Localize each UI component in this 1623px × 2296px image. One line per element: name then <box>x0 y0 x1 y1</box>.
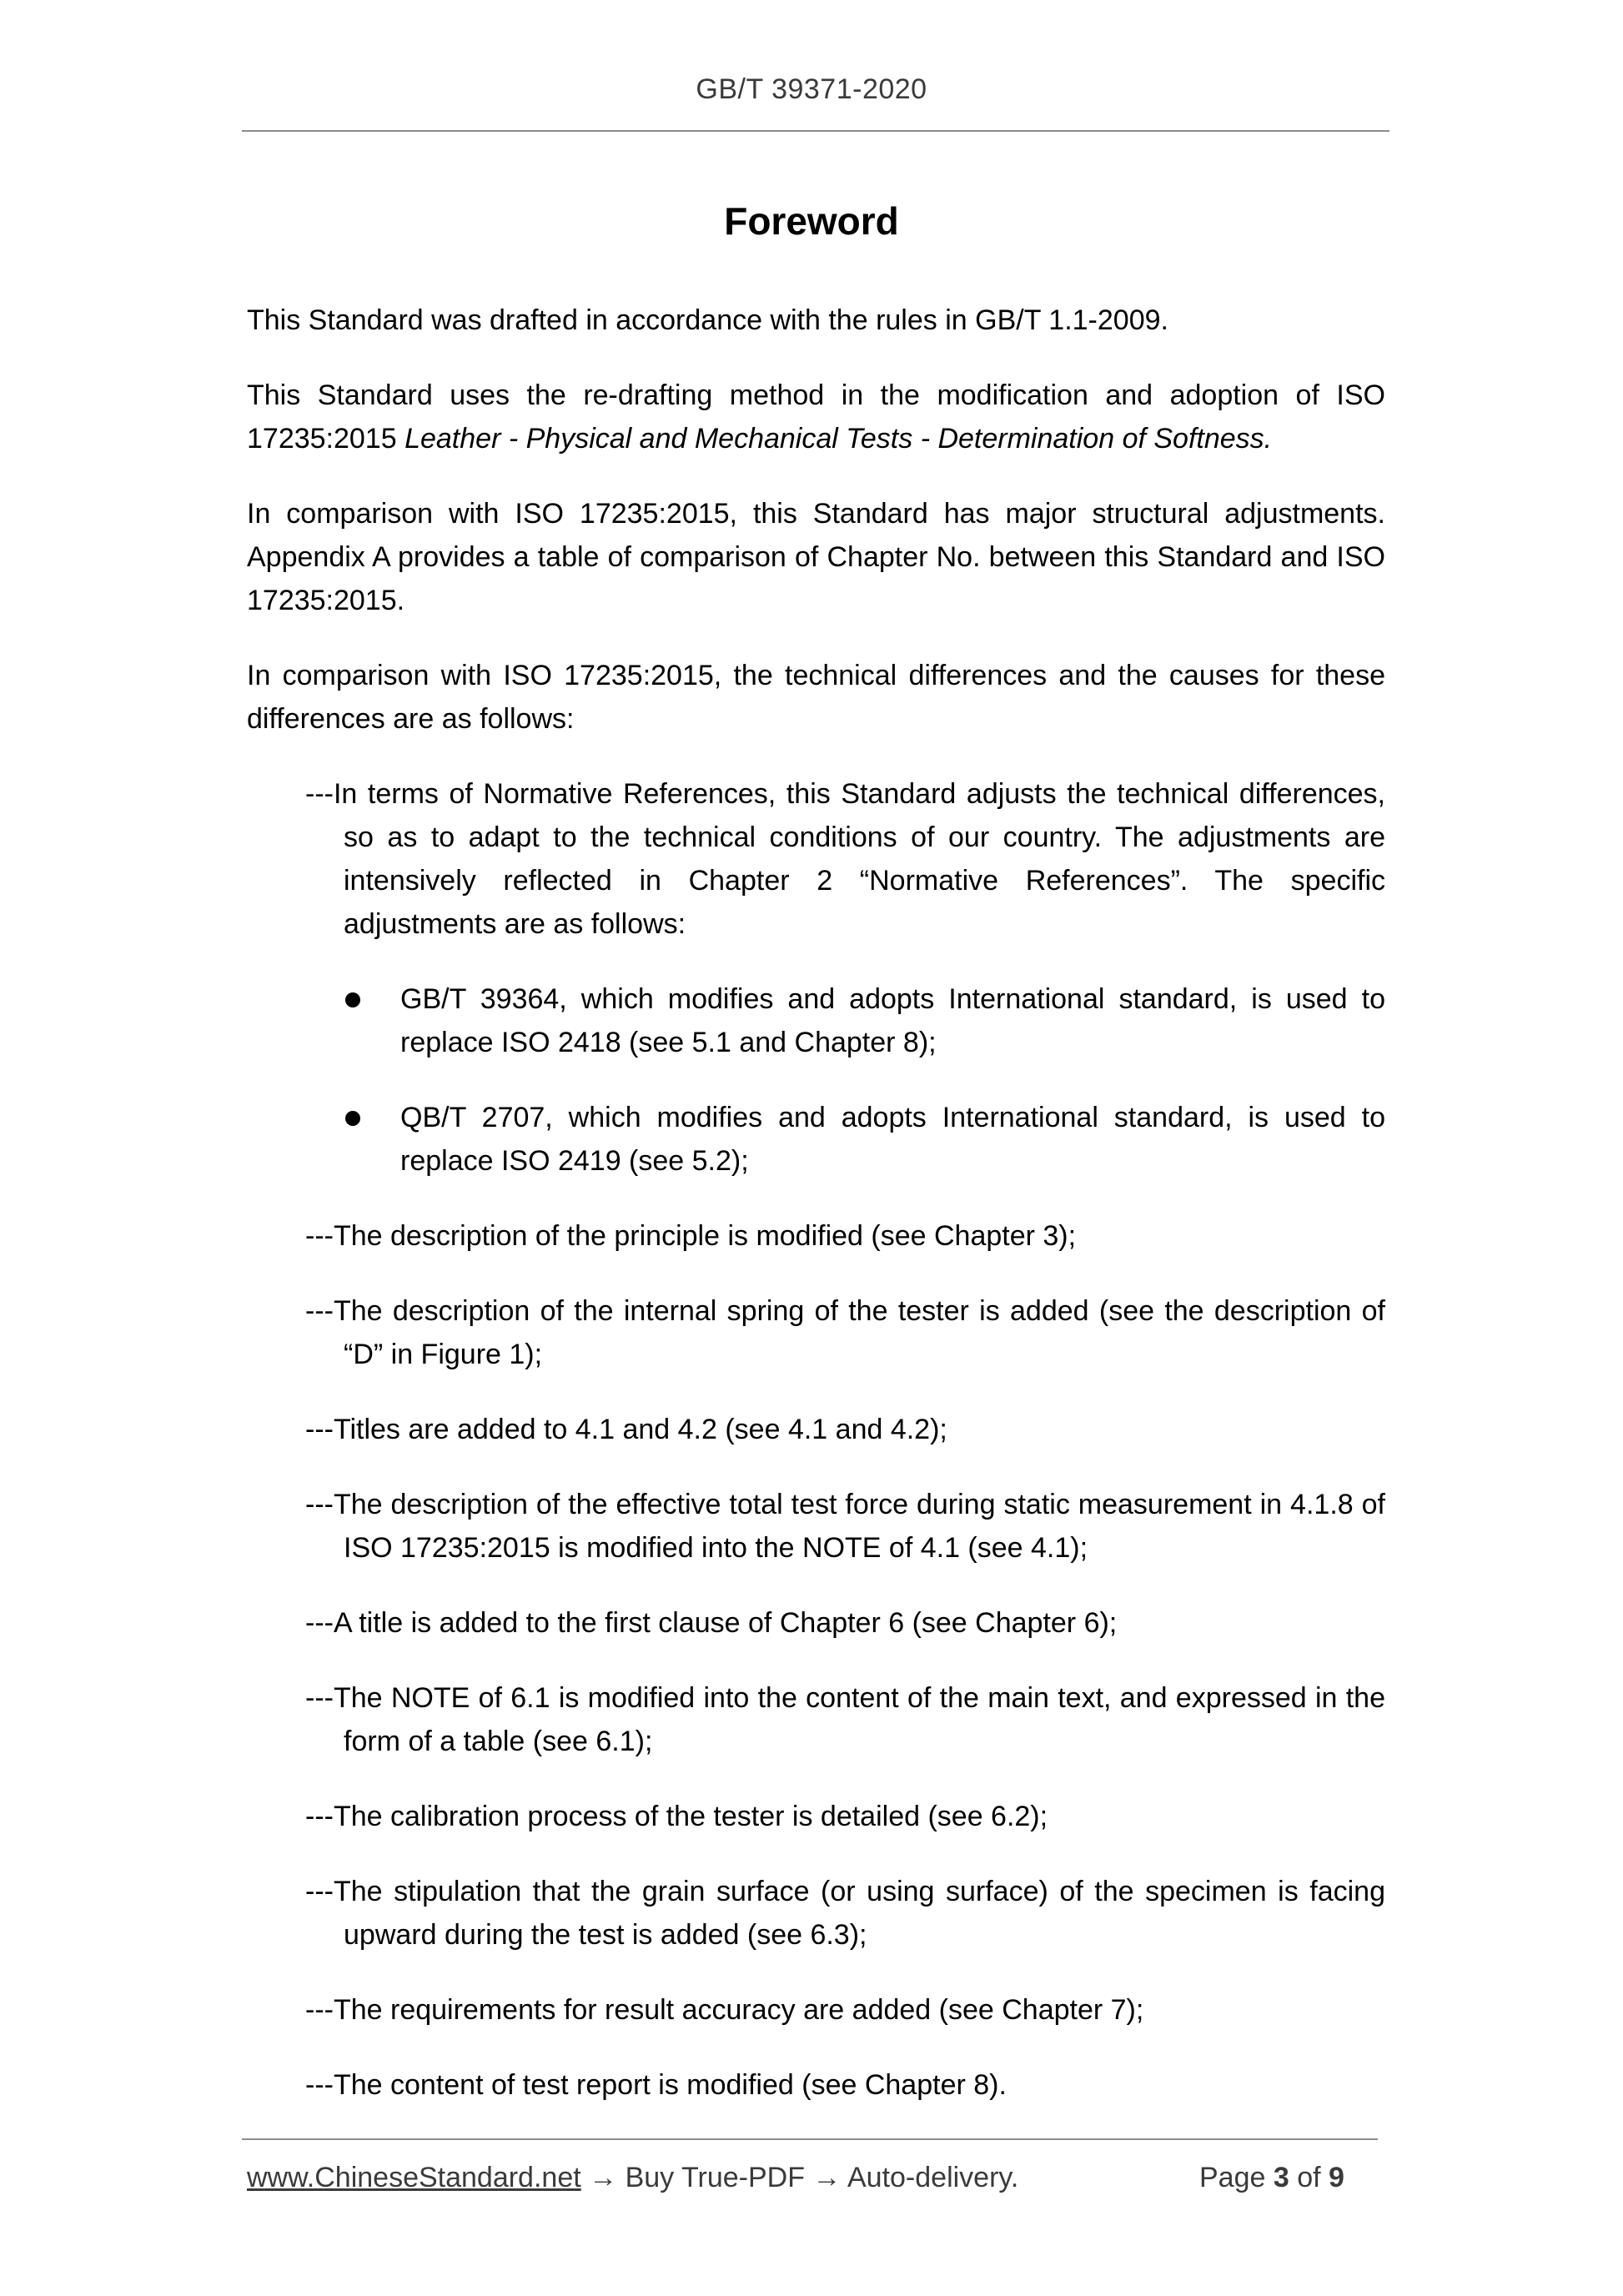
list-item: ---The stipulation that the grain surface (or using surface) of the specimen is facing upward during the test is added (see 6.3); <box>305 1876 1385 1951</box>
list-item: ---Titles are added to 4.1 and 4.2 (see 4.1 and 4.2); <box>305 1414 947 1445</box>
bullet-dot-icon <box>345 992 360 1007</box>
document-body <box>247 299 1385 2138</box>
paragraph-technical-differences: In comparison with ISO 17235:2015, the technical differences and the causes for these differences are as follows: <box>247 660 1385 735</box>
footer-promo <box>247 2162 1018 2194</box>
bullet-item-text: QB/T 2707, which modifies and adopts International standard, is used to replace ISO 2419 (see 5.2); <box>400 1102 1385 1177</box>
list-item: ---The NOTE of 6.1 is modified into the content of the main text, and expressed in the form of a table (see 6.1); <box>305 1682 1385 1757</box>
list-item: ---The content of test report is modified (see Chapter 8). <box>305 2069 1007 2101</box>
paragraph-structural-adjustments: In comparison with ISO 17235:2015, this Standard has major structural adjustments. Appendix A provides a table of comparison of Chapter No. between this Standard and ISO 17235:2015. <box>247 498 1385 616</box>
page-title: Foreword <box>724 199 899 243</box>
website-link[interactable]: www.ChineseStandard.net <box>247 2162 581 2193</box>
bullet-dot-icon <box>345 1111 360 1126</box>
list-item: ---The description of the effective total test force during static measurement in 4.1.8 of ISO 17235:2015 is modified into the NOTE of 4.1 (see 4.1); <box>305 1489 1385 1564</box>
bullet-item-text: GB/T 39364, which modifies and adopts International standard, is used to replace ISO 2418 (see 5.1 and Chapter 8); <box>400 983 1385 1058</box>
paragraph-adoption-lead: This Standard uses the re-drafting method in the modification and adoption of ISO 17235:2015 <box>247 379 1385 455</box>
footer-divider <box>242 2138 1378 2140</box>
paragraph-adoption <box>247 374 1385 460</box>
footer-promo-text: → Buy True-PDF → Auto-delivery. <box>580 2162 1019 2193</box>
page-label: Page <box>1199 2162 1274 2193</box>
paragraph-drafting-rules: This Standard was drafted in accordance with the rules in GB/T 1.1-2009. <box>247 304 1168 336</box>
page-current: 3 <box>1273 2162 1289 2193</box>
page-of: of <box>1289 2162 1329 2193</box>
document-number-header: GB/T 39371-2020 <box>696 73 927 105</box>
header-divider <box>242 130 1389 132</box>
list-item: ---The description of the principle is modified (see Chapter 3); <box>305 1220 1077 1252</box>
bullet-item <box>400 1096 1385 1183</box>
list-item: ---A title is added to the first clause of Chapter 6 (see Chapter 6); <box>305 1607 1118 1639</box>
standard-title-italic: Leather - Physical and Mechanical Tests - Determination of Softness. <box>404 423 1273 455</box>
list-item: ---The calibration process of the tester is detailed (see 6.2); <box>305 1801 1048 1832</box>
page-number <box>1199 2162 1344 2194</box>
list-item: ---The requirements for result accuracy are added (see Chapter 7); <box>305 1994 1144 2026</box>
list-item: ---The description of the internal spring of the tester is added (see the description of “D” in Figure 1); <box>305 1295 1385 1370</box>
bullet-item <box>400 977 1385 1064</box>
page-total: 9 <box>1329 2162 1344 2193</box>
list-item-normative-references: ---In terms of Normative References, this Standard adjusts the technical differences, so as to adapt to the technical conditions of our country. The adjustments are intensively reflected in Chapter 2 “Normative References”. The specific adjustments are as follows: <box>305 778 1385 940</box>
